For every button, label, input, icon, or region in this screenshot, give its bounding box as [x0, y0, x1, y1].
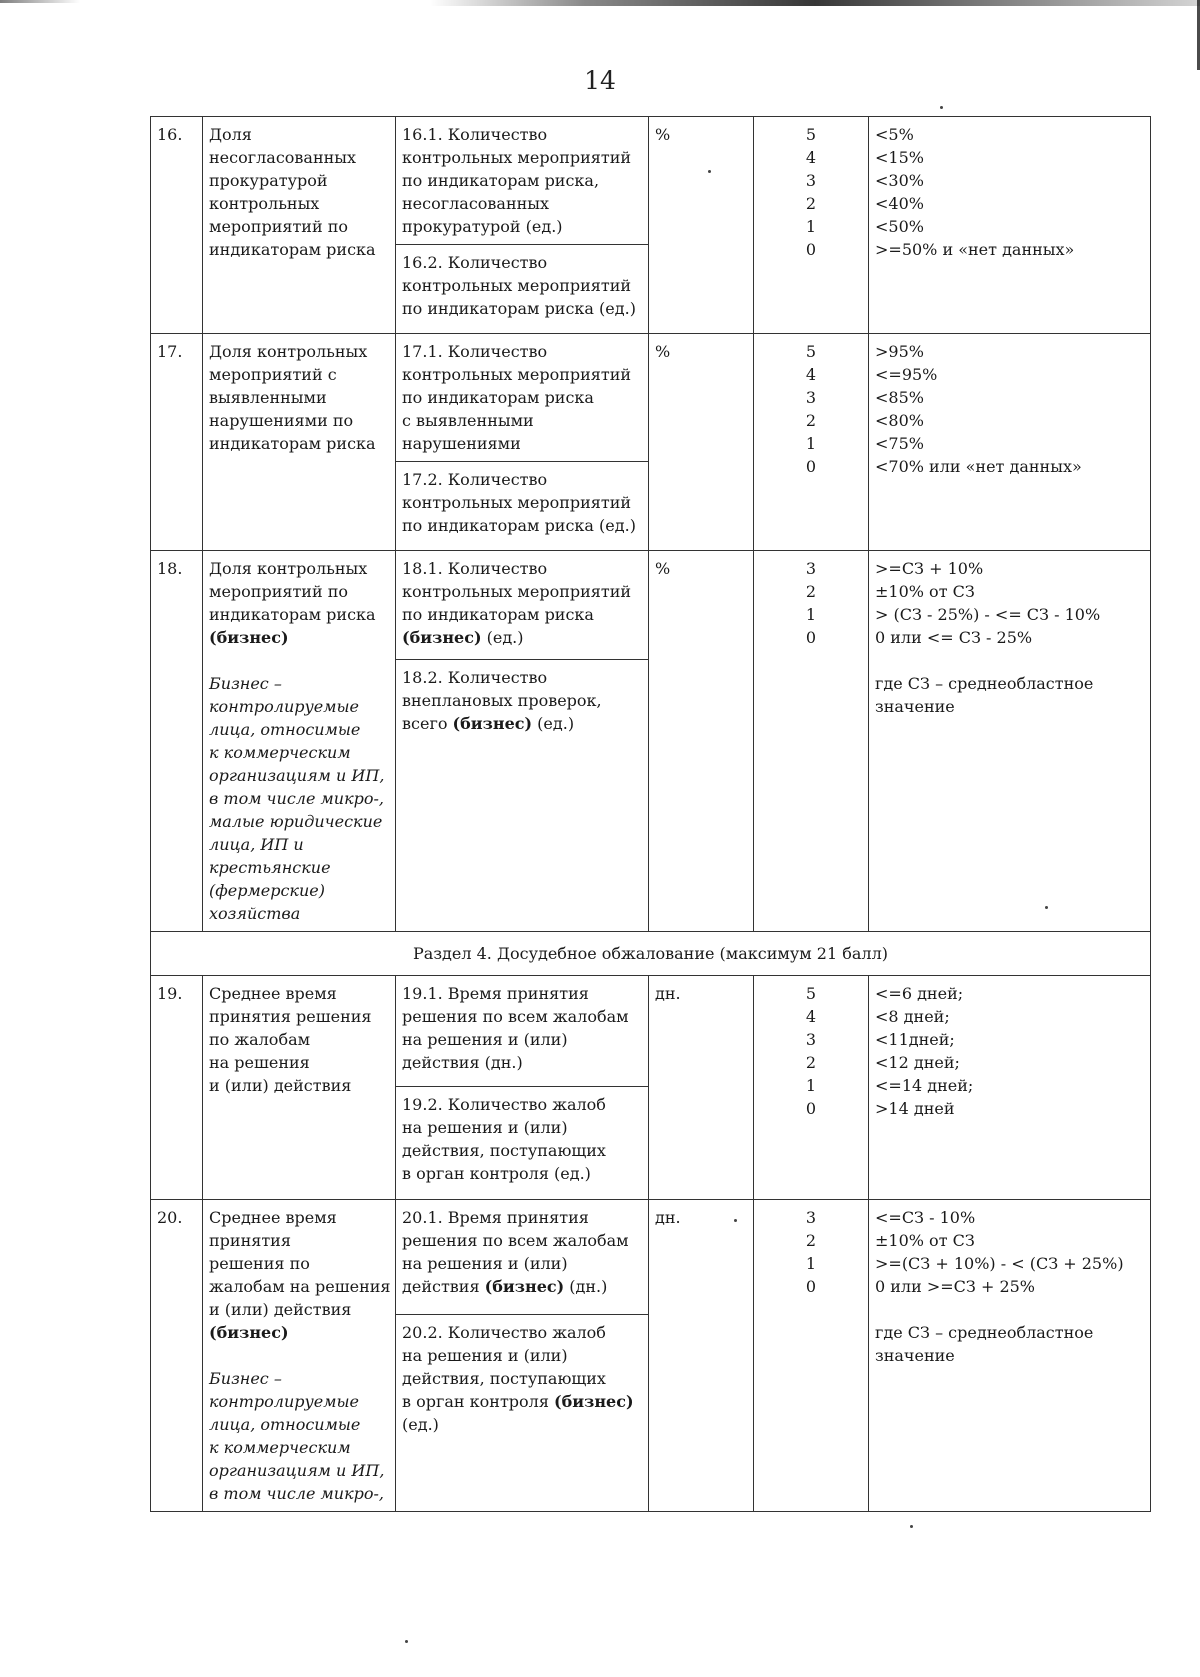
scores-list [760, 123, 862, 261]
scores [754, 117, 869, 334]
criteria-list [875, 982, 1144, 1120]
text-line: организациям и ИП, [209, 1461, 385, 1480]
text-line: внеплановых проверок, [402, 690, 602, 710]
text-line: <=14 дней; [875, 1076, 974, 1095]
text-line: <=СЗ - 10% [875, 1208, 976, 1227]
text-line: по жалобам [209, 1030, 311, 1049]
text-line: на решения и (или) [402, 1030, 568, 1049]
sub-indicator-1-business: (бизнес) [402, 628, 482, 647]
sub-indicator-1 [396, 117, 649, 245]
sub-indicator-1-prefix: действия [402, 1277, 485, 1296]
text-line: 17.2. Количество [402, 470, 548, 489]
sub-indicator-2 [396, 245, 649, 334]
text-line: индикаторам риска [209, 240, 376, 259]
text-line: Доля контрольных [209, 342, 368, 361]
scan-speck [734, 1219, 737, 1222]
text-line: значение [875, 1346, 955, 1365]
criteria [869, 976, 1151, 1200]
text-line: решения по [209, 1254, 310, 1273]
text-line: нарушениями по [209, 411, 354, 430]
text-line: в том числе микро-, [209, 1484, 385, 1503]
indicator-name [203, 976, 396, 1200]
table-row [151, 334, 1151, 462]
text-line: (ед.) [402, 1414, 439, 1434]
text-line: 1 [805, 1254, 817, 1273]
text-line: 1 [805, 605, 817, 624]
text-line: 1 [805, 1076, 817, 1095]
text-line: 5 [805, 984, 817, 1003]
text-line: Бизнес – [209, 674, 282, 693]
text-line: индикаторам риска [209, 605, 376, 624]
text-line: на решения и (или) [402, 1345, 568, 1365]
text-line: действия, поступающих [402, 1141, 606, 1160]
text-line: >=50% и «нет данных» [875, 240, 1075, 259]
text-line: контрольных мероприятий [402, 148, 632, 167]
text-line: 0 [805, 628, 817, 647]
text-line: <75% [875, 434, 924, 453]
text-line: <70% или «нет данных» [875, 457, 1082, 476]
sub-indicator-2-lines [402, 1321, 642, 1390]
indicator-name-note [209, 672, 389, 925]
text-line: 5 [805, 125, 817, 144]
indicator-name-business: (бизнес) [209, 1323, 289, 1342]
text-line: хозяйства [209, 904, 301, 923]
scan-speck [910, 1525, 913, 1528]
indicator-name-lines [209, 340, 389, 455]
text-line: 3 [805, 1208, 817, 1227]
text-line: в том числе микро-, [209, 789, 385, 808]
scores-list [760, 340, 862, 478]
sub-indicator-1-lines [402, 1206, 642, 1275]
text-line: 3 [805, 1030, 817, 1049]
text-line: 2 [805, 411, 817, 430]
text-line: малые юридические [209, 812, 383, 831]
text-line: 16.1. Количество [402, 125, 548, 144]
text-line: значение [875, 697, 955, 716]
indicator-name-lines [209, 982, 389, 1097]
page-number: 14 [584, 66, 616, 95]
text-line: принятия [209, 1231, 291, 1250]
criteria [869, 1200, 1151, 1512]
criteria-note [875, 1321, 1144, 1367]
text-line: ±10% от СЗ [875, 582, 975, 601]
text-line: по индикаторам риска (ед.) [402, 299, 636, 318]
scan-edge-top [430, 0, 1200, 6]
row-number: 20. [151, 1200, 203, 1512]
text-line: 0 [805, 457, 817, 476]
text-line: 2 [805, 1231, 817, 1250]
sub-indicator-2-business: (бизнес) [554, 1391, 634, 1411]
text-line: 0 или <= СЗ - 25% [875, 628, 1033, 647]
sub-indicator-1-lines [402, 123, 642, 238]
scan-edge-corner [0, 0, 80, 3]
text-line: 4 [805, 1007, 817, 1026]
unit: дн. [649, 976, 754, 1200]
criteria [869, 334, 1151, 551]
criteria [869, 551, 1151, 932]
sub-indicator-2-after [402, 1413, 642, 1436]
unit: дн. [649, 1200, 754, 1512]
text-line: действия, поступающих [402, 1368, 606, 1388]
text-line: по индикаторам риска, [402, 171, 600, 190]
text-line: 3 [805, 388, 817, 407]
text-line: к коммерческим [209, 1438, 351, 1457]
text-line: 19.1. Время принятия [402, 984, 589, 1003]
sub-indicator-2 [396, 1087, 649, 1200]
sub-indicator-2 [396, 462, 649, 551]
indicator-name-business: (бизнес) [209, 628, 289, 647]
sub-indicator-1-lines [402, 557, 642, 626]
table-row [151, 1200, 1151, 1315]
text-line: <30% [875, 171, 924, 190]
scan-speck [940, 106, 943, 109]
unit: % [649, 117, 754, 334]
text-line: Доля контрольных [209, 559, 368, 578]
sub-indicator-2-lines [402, 666, 642, 712]
scores-list [760, 1206, 862, 1298]
text-line: по индикаторам риска [402, 388, 594, 407]
text-line: контролируемые [209, 1392, 360, 1411]
text-line: прокуратурой [209, 171, 328, 190]
text-line: 18.1. Количество [402, 559, 548, 578]
text-line: индикаторам риска [209, 434, 376, 453]
criteria-list [875, 1206, 1144, 1298]
text-line: 18.2. Количество [402, 667, 548, 687]
text-line: <80% [875, 411, 924, 430]
text-line: мероприятий с [209, 365, 337, 384]
text-line: мероприятий по [209, 217, 349, 236]
table-row [151, 976, 1151, 1087]
text-line: 20.2. Количество жалоб [402, 1322, 606, 1342]
text-line: лица, ИП и [209, 835, 304, 854]
text-line: несогласованных [402, 194, 550, 213]
indicator-name [203, 334, 396, 551]
text-line: нарушениями [402, 434, 521, 453]
text-line: контрольных мероприятий [402, 365, 632, 384]
criteria-list [875, 557, 1144, 649]
scan-speck [1045, 906, 1048, 909]
text-line: 4 [805, 365, 817, 384]
sub-indicator-2-lines [402, 251, 642, 320]
sub-indicator-2-lines [402, 1093, 642, 1185]
text-line: <11дней; [875, 1030, 955, 1049]
scan-speck [708, 170, 711, 173]
sub-indicator-1 [396, 1200, 649, 1315]
text-line: <15% [875, 148, 924, 167]
text-line: 0 [805, 1277, 817, 1296]
text-line: лица, относимые [209, 720, 361, 739]
text-line: лица, относимые [209, 1415, 361, 1434]
text-line: 2 [805, 582, 817, 601]
indicator-name-note [209, 1367, 389, 1505]
sub-indicator-2-prefix: в орган контроля [402, 1391, 555, 1411]
unit: % [649, 334, 754, 551]
text-line: >95% [875, 342, 924, 361]
text-line: на решения [209, 1053, 310, 1072]
text-line: >14 дней [875, 1099, 955, 1118]
table-row [151, 117, 1151, 245]
sub-indicator-2 [396, 1314, 649, 1511]
scores-list [760, 557, 862, 649]
sub-indicator-2-business: (бизнес) [452, 713, 533, 733]
criteria-list [875, 340, 1144, 478]
text-line: где СЗ – среднеобластное [875, 674, 1094, 693]
text-line: контрольных мероприятий [402, 276, 632, 295]
text-line: жалобам на решения [209, 1277, 391, 1296]
text-line: 1 [805, 434, 817, 453]
text-line: решения по всем жалобам [402, 1231, 629, 1250]
sub-indicator-1-lines [402, 982, 642, 1074]
row-number: 19. [151, 976, 203, 1200]
scores-list [760, 982, 862, 1120]
sub-indicator-1-lines [402, 340, 642, 455]
scores [754, 334, 869, 551]
text-line: 2 [805, 1053, 817, 1072]
indicator-name [203, 117, 396, 334]
text-line: 3 [805, 559, 817, 578]
text-line: >=(СЗ + 10%) - < (СЗ + 25%) [875, 1254, 1124, 1273]
text-line: <50% [875, 217, 924, 236]
sub-indicator-1 [396, 551, 649, 660]
criteria-list [875, 123, 1144, 261]
text-line: с выявленными [402, 411, 534, 430]
text-line: и (или) действия [209, 1076, 352, 1095]
text-line: 2 [805, 194, 817, 213]
text-line: 0 [805, 240, 817, 259]
text-line: (фермерские) [209, 881, 325, 900]
table-row [151, 551, 1151, 660]
text-line: <=95% [875, 365, 938, 384]
text-line: принятия решения [209, 1007, 372, 1026]
text-line: на решения и (или) [402, 1254, 568, 1273]
text-line: выявленными [209, 388, 327, 407]
text-line: Бизнес – [209, 1369, 282, 1388]
sub-indicator-1-business: (бизнес) [484, 1277, 565, 1296]
indicator-name-lines [209, 557, 389, 626]
text-line: 16.2. Количество [402, 253, 548, 272]
sub-indicator-1 [396, 334, 649, 462]
criteria [869, 117, 1151, 334]
indicator-name [203, 551, 396, 932]
row-number: 18. [151, 551, 203, 932]
text-line: ±10% от СЗ [875, 1231, 975, 1250]
indicators-table [150, 116, 1151, 1512]
text-line: <5% [875, 125, 914, 144]
indicator-name [203, 1200, 396, 1512]
text-line: Среднее время [209, 984, 337, 1003]
text-line: >=СЗ + 10% [875, 559, 984, 578]
text-line: организациям и ИП, [209, 766, 385, 785]
text-line: 19.2. Количество жалоб [402, 1095, 606, 1114]
text-line: контрольных мероприятий [402, 493, 632, 512]
sub-indicator-2-lines [402, 468, 642, 537]
text-line: > (СЗ - 25%) - <= СЗ - 10% [875, 605, 1101, 624]
table-row [151, 932, 1151, 976]
sub-indicator-2-tail: (ед.) [532, 713, 575, 733]
text-line: несогласованных [209, 148, 357, 167]
text-line: контрольных мероприятий [402, 582, 632, 601]
text-line: <40% [875, 194, 924, 213]
unit: % [649, 551, 754, 932]
text-line: в орган контроля (ед.) [402, 1164, 591, 1183]
sub-indicator-1 [396, 976, 649, 1087]
sub-indicator-1-tail: (ед.) [481, 628, 524, 647]
scores [754, 551, 869, 932]
text-line: на решения и (или) [402, 1118, 568, 1137]
text-line: по индикаторам риска [402, 605, 594, 624]
scores [754, 976, 869, 1200]
text-line: 3 [805, 171, 817, 190]
criteria-note [875, 672, 1144, 718]
text-line: 20.1. Время принятия [402, 1208, 589, 1227]
text-line: <12 дней; [875, 1053, 960, 1072]
text-line: 1 [805, 217, 817, 236]
row-number: 16. [151, 117, 203, 334]
text-line: 4 [805, 148, 817, 167]
text-line: Доля [209, 125, 252, 144]
text-line: <=6 дней; [875, 984, 964, 1003]
text-line: и (или) действия [209, 1300, 352, 1319]
text-line: Среднее время [209, 1208, 337, 1227]
text-line: контрольных [209, 194, 320, 213]
text-line: крестьянские [209, 858, 331, 877]
indicator-name-lines [209, 1206, 389, 1321]
text-line: мероприятий по [209, 582, 349, 601]
text-line: <85% [875, 388, 924, 407]
sub-indicator-1-tail: (дн.) [564, 1277, 608, 1296]
text-line: где СЗ – среднеобластное [875, 1323, 1094, 1342]
scores [754, 1200, 869, 1512]
sub-indicator-2-prefix: всего [402, 713, 453, 733]
text-line: прокуратурой (ед.) [402, 217, 563, 236]
section-title: Раздел 4. Досудебное обжалование (максимум 21 балл) [151, 932, 1151, 976]
text-line: <8 дней; [875, 1007, 950, 1026]
text-line: 5 [805, 342, 817, 361]
indicator-name-lines [209, 123, 389, 261]
text-line: 17.1. Количество [402, 342, 548, 361]
sub-indicator-2 [396, 659, 649, 931]
row-number: 17. [151, 334, 203, 551]
text-line: к коммерческим [209, 743, 351, 762]
text-line: решения по всем жалобам [402, 1007, 629, 1026]
text-line: контролируемые [209, 697, 360, 716]
scan-speck [405, 1640, 408, 1643]
text-line: 0 [805, 1099, 817, 1118]
text-line: по индикаторам риска (ед.) [402, 516, 636, 535]
text-line: 0 или >=СЗ + 25% [875, 1277, 1036, 1296]
text-line: действия (дн.) [402, 1053, 523, 1072]
